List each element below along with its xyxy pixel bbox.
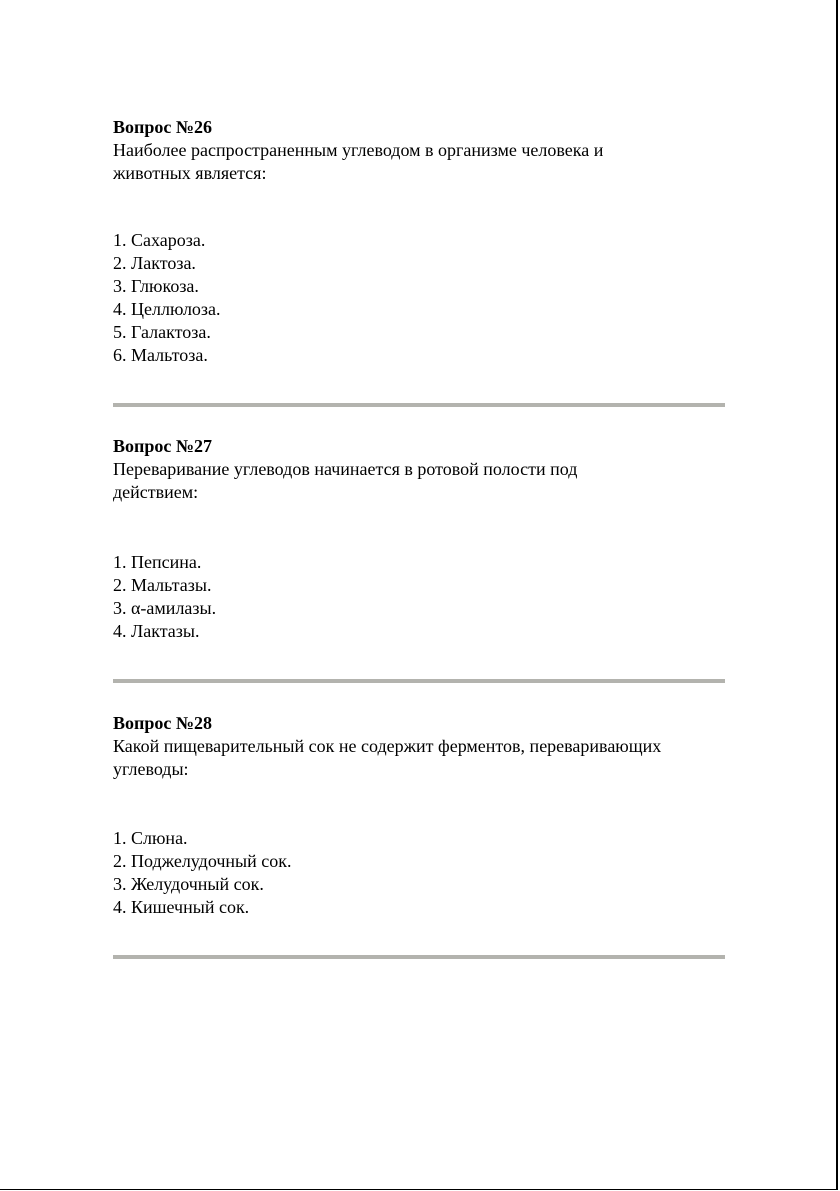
answer-option: 2. Поджелудочный сок. <box>113 851 292 871</box>
question-28 <box>113 712 728 917</box>
question-title: Вопрос №26 <box>113 117 212 137</box>
question-text-line: животных является: <box>113 163 267 183</box>
answer-option: 4. Целлюлоза. <box>113 299 221 319</box>
question-text-line: Наиболее распространенным углеводом в организме человека и <box>113 140 604 160</box>
question-title: Вопрос №28 <box>113 713 212 733</box>
answer-options <box>113 229 221 367</box>
question-26 <box>113 116 728 365</box>
answer-option: 5. Галактоза. <box>113 322 211 342</box>
answer-option: 6. Мальтоза. <box>113 345 208 365</box>
answer-option: 1. Сахароза. <box>113 230 206 250</box>
question-27 <box>113 435 728 641</box>
answer-option: 1. Слюна. <box>113 828 188 848</box>
answer-option: 2. Мальтазы. <box>113 575 212 595</box>
question-separator <box>113 403 725 407</box>
question-text-line: действием: <box>113 482 199 502</box>
question-text-line: углеводы: <box>113 759 189 779</box>
answer-option: 3. Желудочный сок. <box>113 874 264 894</box>
answer-options <box>113 827 292 919</box>
answer-option: 1. Пепсина. <box>113 552 202 572</box>
answer-options <box>113 551 216 643</box>
question-title: Вопрос №27 <box>113 436 212 456</box>
question-separator <box>113 955 725 959</box>
answer-option: 2. Лактоза. <box>113 253 196 273</box>
answer-option: 4. Кишечный сок. <box>113 897 250 917</box>
answer-option: 3. Глюкоза. <box>113 276 199 296</box>
answer-option: 4. Лактазы. <box>113 621 200 641</box>
question-text-line: Какой пищеварительный сок не содержит ферментов, переваривающих <box>113 736 662 756</box>
answer-option: 3. α-амилазы. <box>113 598 217 618</box>
question-text-line: Переваривание углеводов начинается в ротовой полости под <box>113 459 578 479</box>
question-separator <box>113 679 725 683</box>
